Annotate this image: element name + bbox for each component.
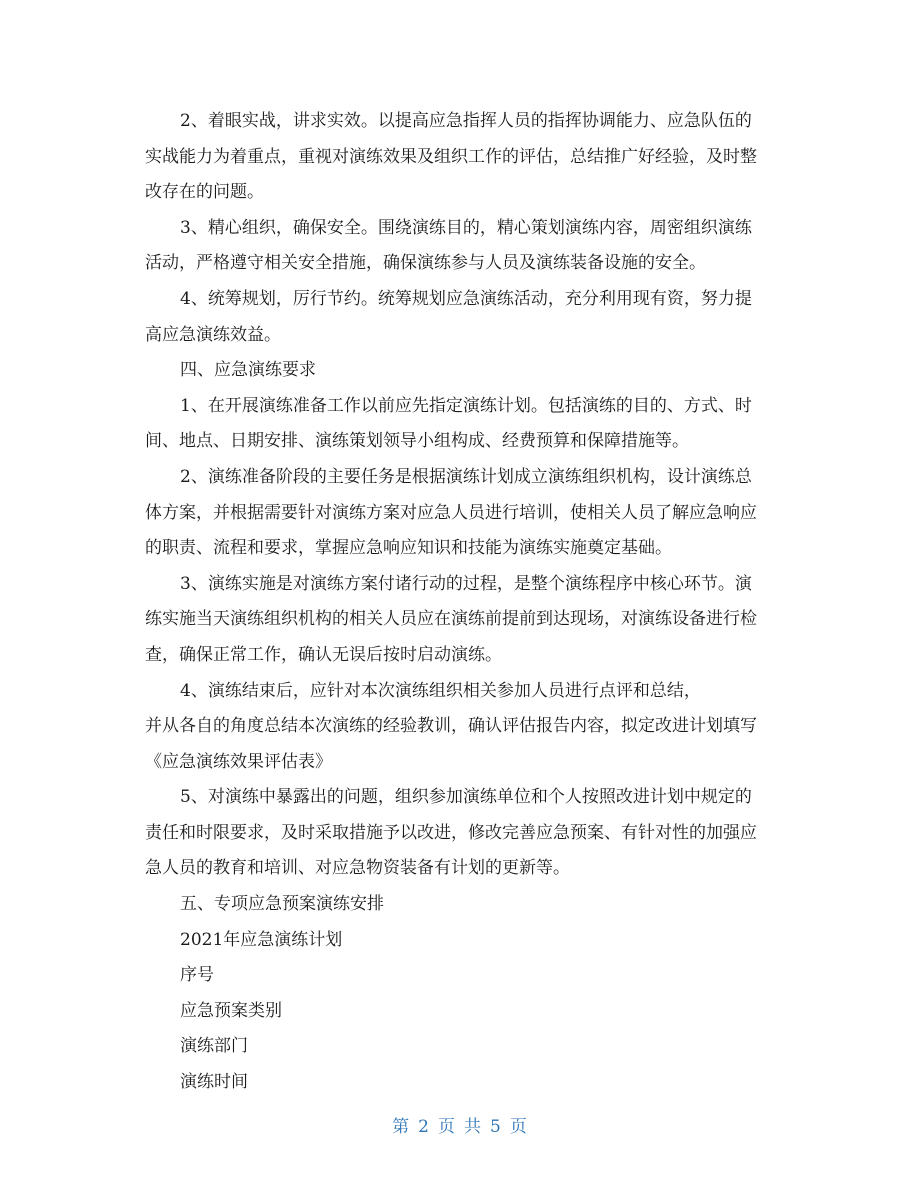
- paragraph-requirement-5: [145, 780, 785, 887]
- text-line: 《应急演练效果评估表》: [145, 751, 332, 772]
- text-line: 责任和时限要求，及时采取措施予以改进，修改完善应急预案、有针对性的加强应: [145, 822, 757, 843]
- text-line: 序号: [180, 965, 214, 986]
- text-line: 3、演练实施是对演练方案付诸行动的过程，是整个演练程序中核心环节。演: [180, 573, 752, 594]
- page-footer: [0, 1112, 920, 1137]
- text-line: 2021年应急演练计划: [180, 929, 343, 950]
- footer-total-word: 共: [464, 1117, 482, 1137]
- text-line: 练实施当天演练组织机构的相关人员应在演练前提前到达现场，对演练设备进行检: [145, 609, 757, 630]
- text-line: 演练部门: [180, 1036, 248, 1057]
- footer-total-pages: 5: [490, 1117, 502, 1137]
- paragraph-requirement-4: [145, 674, 785, 781]
- text-line: 并从各自的角度总结本次演练的经验教训，确认评估报告内容，拟定改进计划填写: [145, 716, 757, 737]
- text-line: 4、统筹规划，厉行节约。统筹规划应急演练活动，充分利用现有资，努力提: [180, 288, 752, 309]
- text-line: 2、着眼实战，讲求实效。以提高应急指挥人员的指挥协调能力、应急队伍的: [180, 111, 752, 131]
- footer-prefix: 第: [392, 1117, 411, 1137]
- plan-title: [145, 923, 785, 959]
- table-header-plan-category: [145, 994, 785, 1030]
- text-line: 4、演练结束后，应针对本次演练组织相关参加人员进行点评和总结，: [180, 680, 701, 701]
- section-heading-requirements: [145, 353, 785, 389]
- text-line: 5、对演练中暴露出的问题，组织参加演练单位和个人按照改进计划中规定的: [180, 787, 752, 808]
- paragraph-principle-4: [145, 282, 785, 353]
- footer-suffix: 页: [509, 1117, 528, 1137]
- document-body: [145, 104, 785, 1101]
- paragraph-principle-3: [145, 211, 785, 282]
- footer-current-page: 2: [418, 1117, 430, 1137]
- paragraph-requirement-2: [145, 460, 785, 567]
- text-line: 查，确保正常工作，确认无误后按时启动演练。: [145, 644, 502, 665]
- table-header-department: [145, 1029, 785, 1065]
- paragraph-requirement-1: [145, 389, 785, 460]
- text-line: 演练时间: [180, 1072, 248, 1093]
- section-heading-arrangement: [145, 887, 785, 923]
- table-header-time: [145, 1065, 785, 1101]
- text-line: 高应急演练效益。: [145, 324, 281, 345]
- text-line: 1、在开展演练准备工作以前应先指定演练计划。包括演练的目的、方式、时: [180, 395, 752, 416]
- text-line: 的职责、流程和要求，掌握应急响应知识和技能为演练实施奠定基础。: [145, 538, 672, 559]
- text-line: 实战能力为着重点，重视对演练效果及组织工作的评估，总结推广好经验，及时整: [145, 146, 757, 167]
- text-line: 体方案，并根据需要针对演练方案对应急人员进行培训，使相关人员了解应急响应: [145, 502, 757, 523]
- text-line: 改存在的问题。: [145, 182, 264, 203]
- heading-text: 五、专项应急预案演练安排: [180, 894, 384, 915]
- text-line: 活动，严格遵守相关安全措施，确保演练参与人员及演练装备设施的安全。: [145, 253, 706, 274]
- paragraph-requirement-3: [145, 567, 785, 674]
- text-line: 应急预案类别: [180, 1000, 282, 1021]
- text-line: 3、精心组织，确保安全。围绕演练目的，精心策划演练内容，周密组织演练: [180, 217, 752, 238]
- text-line: 间、地点、日期安排、演练策划领导小组构成、经费预算和保障措施等。: [145, 431, 689, 452]
- footer-page-word: 页: [438, 1117, 456, 1137]
- table-header-serial: [145, 958, 785, 994]
- heading-text: 四、应急演练要求: [180, 360, 316, 381]
- paragraph-principle-2: [145, 104, 785, 211]
- text-line: 2、演练准备阶段的主要任务是根据演练计划成立演练组织机构，设计演练总: [180, 466, 752, 487]
- text-line: 急人员的教育和培训、对应急物资装备有计划的更新等。: [145, 858, 570, 879]
